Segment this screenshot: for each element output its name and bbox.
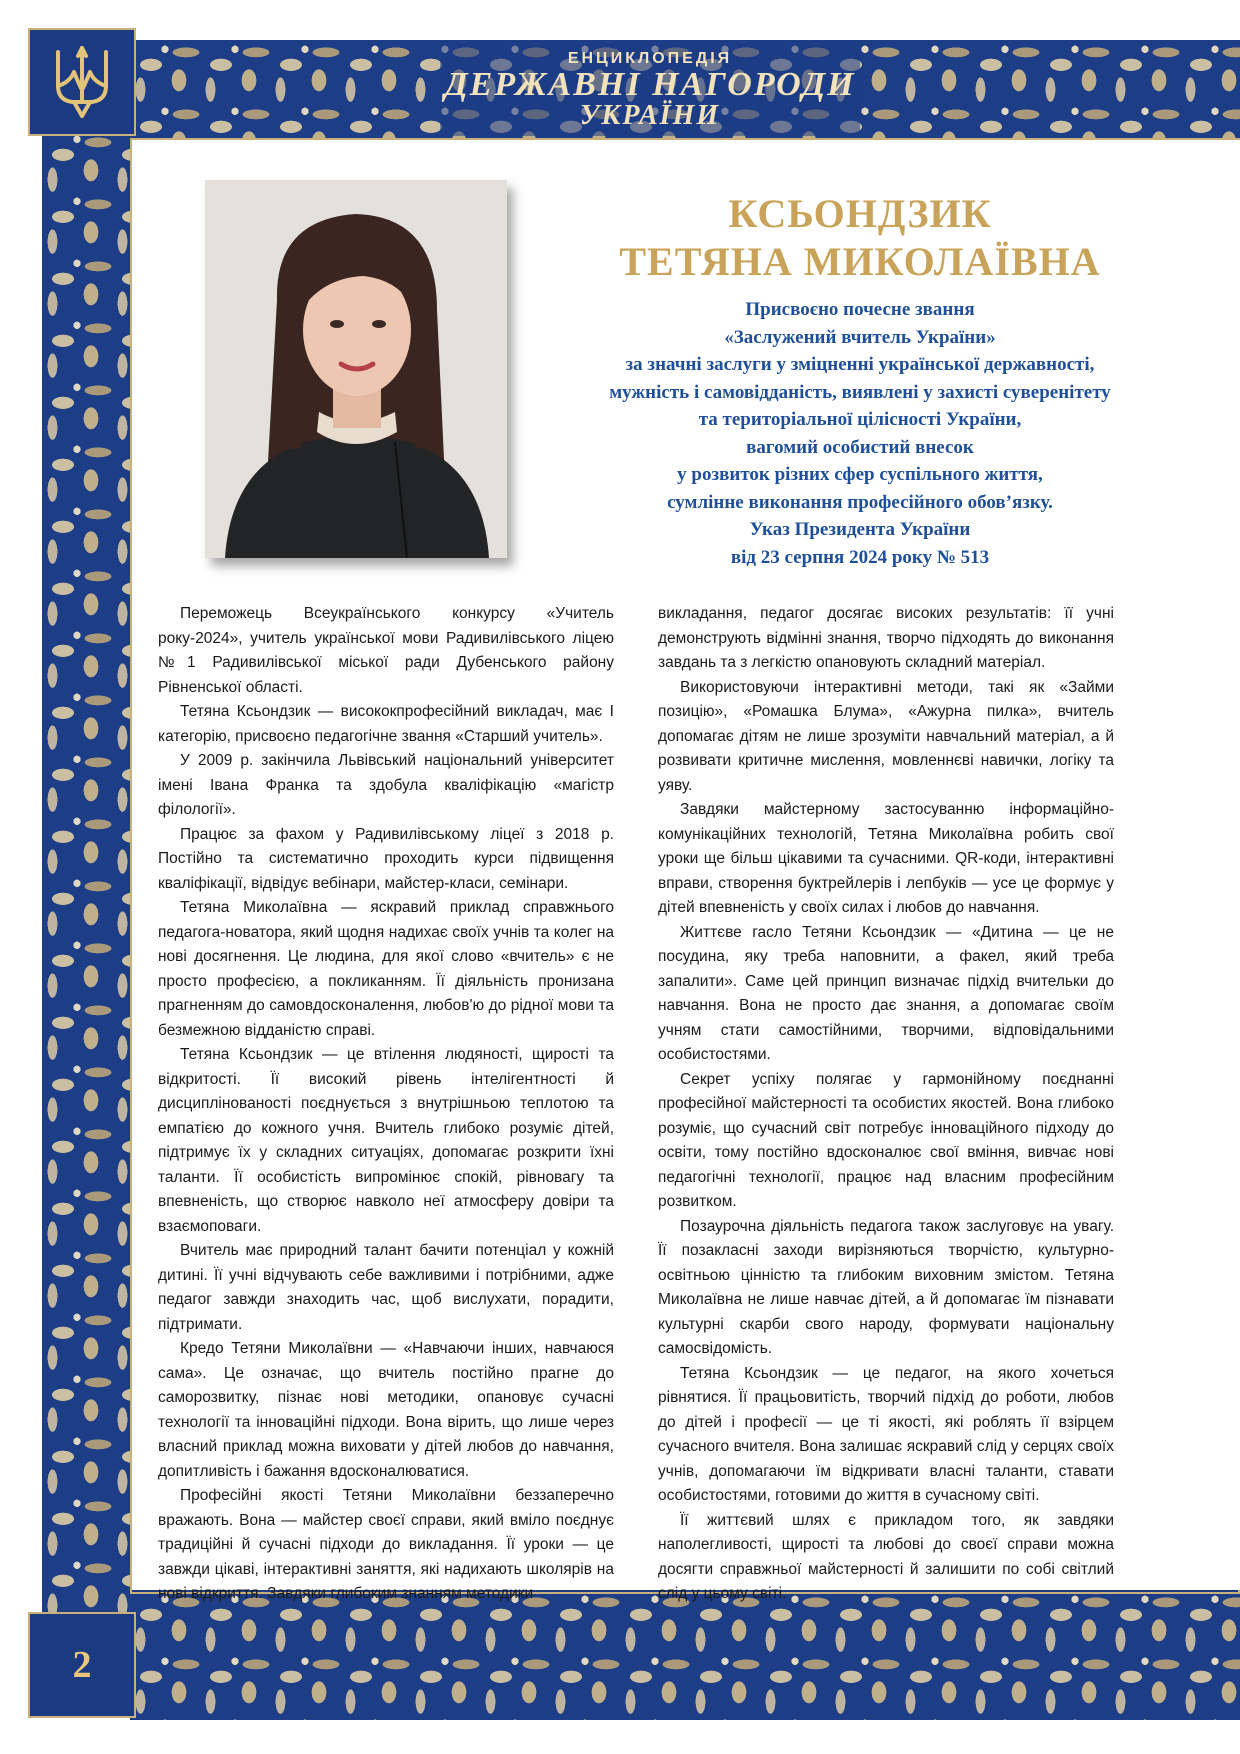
article-paragraph: Тетяна Ксьондзик — це педагог, на якого хочеться рівнятися. Її працьовитість, творчий підхід до роботи, любов до дітей і професії — це ті якості, які роблять її взірцем сучасного вчителя. Вона залишає яскравий слід у серцях своїх учнів, допомагаючи їм відкривати власні таланти, ставати особистостями, готовими до життя в сучасному світі. — [658, 1364, 1114, 1504]
article-paragraph: Працює за фахом у Радивилівському ліцеї з 2018 р. Постійно та систематично проходить курси підвищення кваліфікації, відвідує вебінари, майстер-класи, семінари. — [158, 825, 614, 892]
award-decree-date: від 23 серпня 2024 року № 513 — [730, 546, 990, 568]
article-paragraph: викладання, педагог досягає високих результатів: її учні демонструють відмінні знання, творчо підходять до виконання завдань та з легкістю опановують складний матеріал. — [658, 605, 1114, 671]
award-line: Присвоєно почесне звання — [745, 299, 975, 320]
article-paragraph: Секрет успіху полягає у гармонійному поєднанні професійної майстерності та особистих якостей. Вона глибоко розуміє, що сучасний світ потребує інноваційного підходу до освіти, тому постійно вдосконалює свої вміння, вивчає нові педагогічні технології, працює над власним професійним розвитком. — [658, 1070, 1114, 1210]
award-line: та територіальної цілісності України, — [698, 409, 1022, 430]
article-paragraph: Тетяна Ксьондзик — висококпрофесійний викладач, має І категорію, присвоєно педагогічне звання «Старший учитель». — [158, 703, 614, 745]
award-line: сумлінне виконання професійного обов’язку. — [667, 491, 1053, 513]
article-paragraph: Її життєвий шлях є прикладом того, як завдяки наполегливості, щирості та любові до своєї справи можна досягти справжньої майстерності й залишити по собі світлий слід у цьому світі. — [658, 1511, 1114, 1602]
article-paragraph: Професійні якості Тетяни Миколаївни беззаперечно вражають. Вона — майстер своєї справи, який вміло поєднує традиційні й сучасні підходи до викладання. Її уроки — це завжди цікаві, інтерактивні заняття, які надихають школярів на нові відкриття. Завдяки глибоким знанням методики — [158, 1487, 614, 1602]
award-line: вагомий особистий внесок — [746, 436, 974, 458]
portrait-photo — [205, 180, 507, 558]
page-number-corner — [28, 1612, 136, 1718]
tryzub-icon — [50, 42, 114, 122]
award-line: у розвиток різних сфер суспільного життя, — [677, 464, 1043, 485]
article-paragraph: Життєве гасло Тетяни Ксьондзик — «Дитина — це не посудина, яку треба наповнити, а факел, який треба запалити». Саме цей принцип визначає підхід вчительки до навчання. Вона не просто дає знання, а допомагає своїм учням стати самостійними, творчими, відповідальними особистостями. — [658, 923, 1114, 1063]
article-paragraph: Переможець Всеукраїнського конкурсу «Учитель року-2024», учитель української мови Радивилівського ліцею №1 Радивилівської міської ради Дубенського району Рівненської області. — [158, 605, 614, 696]
award-line: за значні заслуги у зміцненні української державності, — [625, 354, 1095, 375]
coat-of-arms-corner — [28, 28, 136, 136]
article-paragraph: У 2009 р. закінчила Львівський національний університет імені Івана Франка та здобула кваліфікацію «магістр філології». — [158, 752, 614, 818]
person-surname: КСЬОНДЗИК — [728, 191, 992, 236]
article-paragraph: Тетяна Ксьондзик — це втілення людяності, щирості та відкритості. Її високий рівень інтелігентності й дисциплінованості поєднується з внутрішньою теплотою та емпатією до кожного учня. Вчитель глибоко розуміє дітей, підтримує їх у складних ситуаціях, допомагає розкрити їхні таланти. Її особистість випромінює спокій, рівновагу та впевненість, що створює навколо неї атмосферу довіри та взаємоповаги. — [158, 1046, 614, 1235]
person-name-patronymic: ТЕТЯНА МИКОЛАЇВНА — [619, 239, 1101, 284]
article-paragraph: Завдяки майстерному застосуванню інформаційно-комунікаційних технологій, Тетяна Миколаївна робить свої уроки ще більш цікавими та сучасними. QR-коди, інтерактивні вправи, створення буктрейлерів і лепбуків — усе це формує у дітей впевненість у своїх силах і любов до навчання. — [658, 801, 1114, 916]
article-paragraph: Використовуючи інтерактивні методи, такі як «Займи позицію», «Ромашка Блума», «Ажурна пилка», вчитель допомагає дітям не лише зрозуміти навчальний матеріал, а й розвивати критичне мислення, мовленнєві навички, логіку та уяву. — [658, 678, 1114, 794]
award-statement — [560, 296, 1160, 571]
title-line-2: УКРАЇНИ — [579, 100, 721, 131]
article-paragraph: Тетяна Миколаївна — яскравий приклад справжнього педагога-новатора, який щодня надихає своїх учнів та колег на нові досягнення. Це людина, для якої слово «вчитель» є не просто професією, а покликанням. Її діяльність пронизана прагненням до самовдосконалення, любов'ю до рідної мови та безмежною відданістю справі. — [158, 899, 614, 1039]
article-paragraph: Вчитель має природний талант бачити потенціал у кожній дитині. Її учні відчувають себе важливими і потрібними, адже педагог завжди знаходить час, щоб вислухати, порадити, підтримати. — [158, 1242, 614, 1333]
left-ornament-band — [42, 130, 132, 1630]
bottom-ornament-band — [130, 1590, 1240, 1720]
page-number: 2 — [72, 1644, 92, 1686]
article-column-left — [158, 602, 614, 1607]
article-paragraph: Кредо Тетяни Миколаївни — «Навчаючи інших, навчаюся сама». Це означає, що вчитель постійно прагне до саморозвитку, пізнає нові методики, опановує сучасні технології та інноваційні підходи. Вона вірить, що лише через власний приклад можна виховати у дітей любов до навчання, допитливість і бажання вдосконалюватися. — [158, 1340, 614, 1480]
person-name — [560, 190, 1160, 286]
award-decree: Указ Президента України — [749, 519, 971, 540]
encyclopedia-title — [440, 44, 860, 136]
article-paragraph: Позаурочна діяльність педагога також заслуговує на увагу. Її позакласні заходи вирізняються творчістю, культурно-освітньою цінністю та глибоким виховним змістом. Тетяна Миколаївна не лише навчає дітей, а й допомагає їм пізнавати культурні скарби свого народу, формувати національну самосвідомість. — [658, 1217, 1114, 1357]
title-line-1: ДЕРЖАВНІ НАГОРОДИ — [444, 66, 856, 103]
article-column-right — [658, 602, 1114, 1607]
award-line: «Заслужений вчитель України» — [724, 326, 996, 348]
portrait-illustration — [205, 180, 507, 558]
award-line: мужність і самовідданість, виявлені у захисті суверенітету — [609, 381, 1111, 403]
encyclopedia-label: ЕНЦИКЛОПЕДІЯ — [567, 50, 733, 67]
